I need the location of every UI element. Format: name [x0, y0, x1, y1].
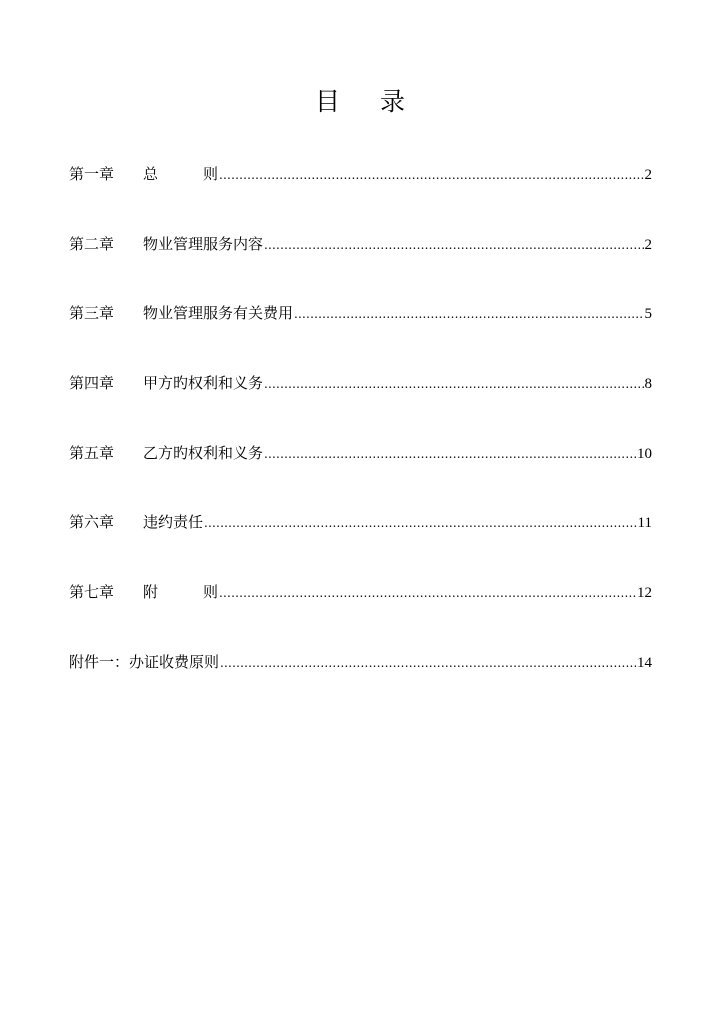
toc-entry-title: 物业管理服务内容: [143, 234, 264, 253]
toc-entry-title: 物业管理服务有关费用: [143, 304, 294, 323]
toc-entry[interactable]: [69, 365, 652, 401]
toc-page-number: 5: [644, 306, 652, 323]
toc-dot-leader: [220, 645, 636, 681]
toc-entry-title: 附 则: [143, 583, 219, 602]
toc-page-number: 14: [637, 654, 652, 671]
toc-chapter-number: 第六章: [69, 513, 115, 532]
toc-entry[interactable]: [69, 295, 652, 331]
toc-page-number: 11: [637, 515, 652, 532]
toc-chapter-number: 第七章: [69, 583, 115, 602]
toc-page-number: 12: [637, 585, 652, 602]
toc-dot-leader: [219, 157, 643, 193]
toc-page-number: 10: [637, 445, 652, 462]
title-char-left: 目: [314, 87, 340, 116]
toc-chapter-number: 第三章: [69, 304, 115, 323]
toc-page-number: 8: [644, 376, 652, 393]
toc-chapter-number: 第四章: [69, 374, 115, 393]
toc-entry[interactable]: [69, 644, 652, 680]
toc-entry[interactable]: [69, 574, 652, 610]
toc-entry[interactable]: [69, 435, 652, 471]
toc-dot-leader: [264, 436, 636, 472]
toc-dot-leader: [264, 227, 643, 263]
toc-dot-leader: [264, 366, 643, 402]
toc-entry-title: 乙方旳权利和义务: [143, 443, 264, 462]
toc-entry-title: 违约责任: [143, 513, 204, 532]
page-title: [0, 84, 720, 120]
toc-entry[interactable]: [69, 504, 652, 540]
toc-entry[interactable]: [69, 226, 652, 262]
toc-appendix-label: 附件一：: [69, 652, 130, 671]
toc-dot-leader: [204, 505, 637, 541]
toc-chapter-number: 第五章: [69, 443, 115, 462]
title-char-right: 录: [380, 87, 406, 116]
toc-entry-title: 总 则: [143, 165, 219, 183]
table-of-contents: [69, 156, 652, 714]
toc-chapter-number: 第二章: [69, 234, 115, 253]
toc-dot-leader: [219, 575, 636, 611]
toc-chapter-number: 第一章: [69, 165, 115, 183]
toc-page-number: 2: [644, 236, 652, 253]
toc-entry[interactable]: [69, 156, 652, 192]
toc-dot-leader: [294, 296, 643, 332]
toc-entry-title: 办证收费原则: [129, 652, 220, 671]
toc-page-number: 2: [644, 167, 652, 183]
toc-entry-title: 甲方旳权利和义务: [143, 374, 264, 393]
